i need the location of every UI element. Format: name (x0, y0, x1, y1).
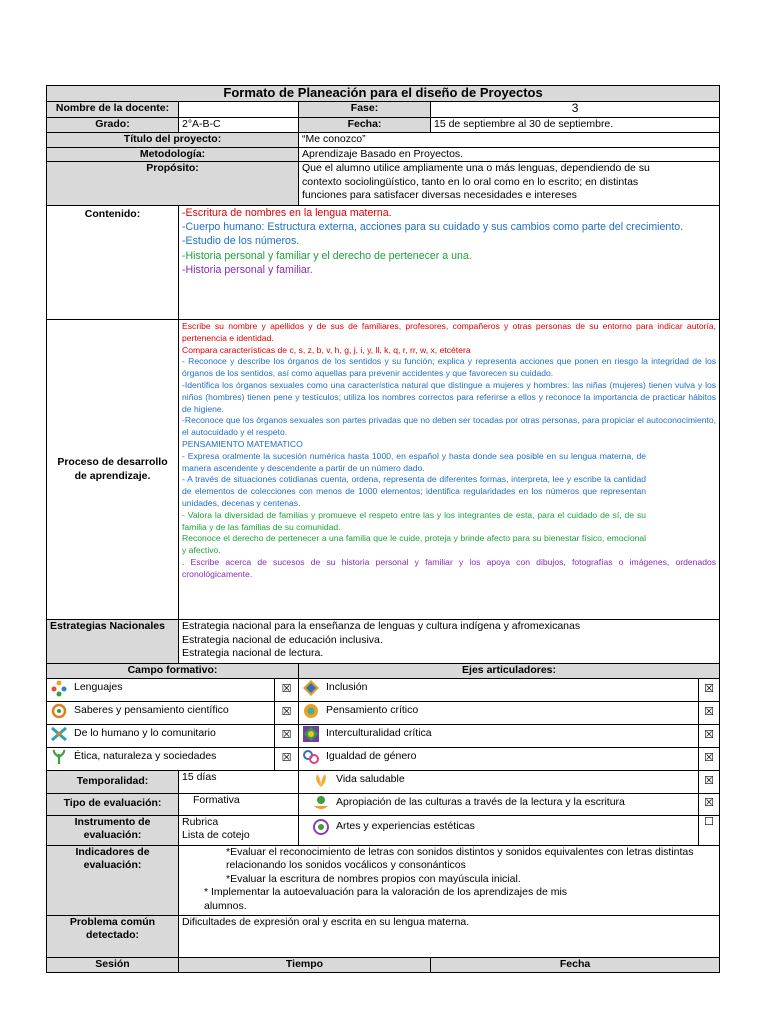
campo-saberes (47, 701, 275, 724)
estrategia-item: Estrategia nacional de educación inclusiva. (182, 633, 383, 646)
eje-igualdad (299, 747, 699, 770)
indicador-item: *Evaluar el reconocimiento de letras con sonidos distintos y sonidos equivalentes con letras distintas relacionando los sonidos vocálicos y consonánticos (226, 845, 694, 871)
campo-label: Ética, naturaleza y sociedades (74, 749, 217, 762)
campo-label: De lo humano y lo comunitario (74, 726, 216, 739)
apropiacion-icon (312, 794, 330, 812)
eje-apropiacion (299, 793, 699, 815)
estrategia-item: Estrategia nacional de lectura. (182, 647, 324, 659)
eje-label: Pensamiento crítico (326, 703, 419, 716)
sesion-header: Sesión (47, 957, 179, 972)
proceso-item: Reconoce el derecho de pertenecer a una familia que le cuide, proteja y brinde afecto para su bienestar físico, emocional y afectivo. (182, 533, 647, 556)
checkbox[interactable]: ☒ (699, 747, 720, 770)
proceso-item: -Reconoce que los órganos sexuales son partes privadas que no deben ser tocadas por otras personas, para propiciar el autoconocimiento, el autocuidado y el respeto. (182, 415, 717, 438)
fecha-label: Fecha: (299, 118, 431, 133)
contenido-item: -Cuerpo humano: Estructura externa, acciones para su cuidado y sus cambios como parte del crecimiento. (182, 221, 684, 234)
problema-value: Dificultades de expresión oral y escrita en su lengua materna. (179, 915, 720, 957)
checkbox[interactable]: ☒ (699, 793, 720, 815)
eje-inclusion (299, 678, 699, 701)
grado-value: 2°A-B-C (179, 118, 299, 133)
fase-label: Fase: (299, 102, 431, 118)
campo-label: Saberes y pensamiento científico (74, 703, 229, 716)
lenguajes-icon (50, 679, 68, 697)
eje-interculturalidad (299, 724, 699, 747)
campo-humano (47, 724, 275, 747)
estrategia-item: Estrategia nacional para la enseñanza de lenguas y cultura indígena y afromexicanas (182, 620, 581, 632)
document-title: Formato de Planeación para el diseño de Proyectos (47, 86, 720, 102)
campo-header: Campo formativo: (47, 664, 299, 679)
eje-label: Vida saludable (336, 772, 405, 785)
eje-artes (299, 815, 699, 845)
campo-lenguajes (47, 678, 275, 701)
proceso-item: - Expresa oralmente la sucesión numérica hasta 1000, en español y hasta donde sea posible en su lengua materna, de manera ascendente y descendente a partir de un número dado. (182, 450, 647, 473)
eje-pensamiento (299, 701, 699, 724)
docente-value (179, 102, 299, 118)
eje-label: Apropiación de las culturas a través de la lectura y la escritura (336, 795, 625, 808)
tipo-eval-label: Tipo de evaluación: (47, 793, 179, 815)
artes-icon (312, 818, 330, 836)
instrumento-values (179, 815, 299, 845)
contenido-item: -Escritura de nombres en la lengua materna. (182, 207, 392, 219)
checkbox[interactable]: ☒ (275, 724, 299, 747)
proceso-item: -Identifica los órganos sexuales como una característica natural que distingue a mujeres y hombres: las niñas (mujeres) tienen vulva y los niños (hombres) tienen pene y testículos; utiliza los nombres correctos para referirse a ellos y reconoce la importancia de practicar hábitos de higiene. (182, 379, 717, 414)
proceso-item: Escribe su nombre y apellidos y de sus de familiares, profesores, compañeros y otras personas de su entorno para indicar autoría, pertenencia e identidad. (182, 321, 717, 343)
fecha-value: 15 de septiembre al 30 de septiembre. (431, 118, 720, 133)
checkbox[interactable]: ☒ (699, 701, 720, 724)
proposito-label: Propósito: (47, 162, 299, 206)
contenido-item: -Historia personal y familiar. (182, 263, 313, 276)
etica-icon (50, 748, 68, 766)
checkbox[interactable]: ☒ (699, 678, 720, 701)
tipo-eval-value: Formativa (179, 793, 299, 815)
estrategias-label: Estrategias Nacionales (47, 620, 179, 664)
checkbox[interactable]: ☒ (275, 701, 299, 724)
checkbox[interactable]: ☐ (699, 815, 720, 845)
estrategias-list (179, 620, 720, 664)
igualdad-icon (302, 748, 320, 766)
campo-label: Lenguajes (74, 680, 123, 693)
saberes-icon (50, 702, 68, 720)
contenido-list (179, 206, 720, 320)
titulo-label: Título del proyecto: (47, 133, 299, 148)
proceso-item: Compara características de c, s, z, b, v, h, g, j, i, y, ll, k, q, r, rr, w, x, etcétera (182, 344, 471, 355)
eje-vida (299, 770, 699, 793)
temporalidad-value: 15 días (179, 770, 299, 793)
problema-label: Problema común detectado: (47, 915, 179, 957)
proposito-value: Que el alumno utilice ampliamente una o más lenguas, dependiendo de su contexto sociolingüístico, tanto en lo oral como en lo escrito; en distintas funciones para satisfacer diversas necesidades e intereses (299, 162, 720, 206)
checkbox[interactable]: ☒ (699, 770, 720, 793)
grado-label: Grado: (47, 118, 179, 133)
vida-icon (312, 771, 330, 789)
instrumento-label: Instrumento de evaluación: (47, 815, 179, 845)
contenido-item: -Estudio de los números. (182, 235, 300, 248)
pensamiento-icon (302, 702, 320, 720)
metodologia-label: Metodología: (47, 147, 299, 162)
proceso-item: - Valora la diversidad de familias y promueve el respeto entre las y los integrantes de esta, para el cuidado de sí, de su familia y de las familias de su comunidad. (182, 509, 647, 532)
checkbox[interactable]: ☒ (699, 724, 720, 747)
fase-value: 3 (431, 102, 720, 118)
titulo-value: “Me conozco” (299, 133, 720, 148)
indicador-item: *Evaluar la escritura de nombres propios con mayúscula inicial. (226, 872, 521, 885)
proceso-item: - A través de situaciones cotidianas cuenta, ordena, representa de diferentes formas, interpreta, lee y escribe la cantidad de elementos de colecciones con menos de 1000 elementos; identifica regularidades en los números que representan unidades, decenas y centenas. (182, 474, 647, 508)
ejes-header: Ejes articuladores: (299, 664, 720, 679)
humano-icon (50, 725, 68, 743)
eje-label: Igualdad de género (326, 749, 417, 762)
checkbox[interactable]: ☒ (275, 747, 299, 770)
proceso-list (179, 320, 720, 620)
indicadores-list (179, 845, 720, 915)
proceso-item: - Reconoce y describe los órganos de los sentidos y su función; explica y representa acciones que ponen en riesgo la integridad de los órganos de los sentidos, así como aquellas para prevenir accidentes y que favorecen su cuidado. (182, 356, 717, 379)
proceso-item: PENSAMIENTO MATEMATICO (182, 438, 303, 449)
planning-table (46, 85, 720, 973)
eje-label: Interculturalidad crítica (326, 726, 432, 739)
inclusion-icon (302, 679, 320, 697)
tiempo-header: Tiempo (179, 957, 431, 972)
instrumento-item: Rubrica (182, 815, 219, 828)
docente-label: Nombre de la docente: (47, 102, 179, 118)
eje-label: Artes y experiencias estéticas (336, 819, 475, 832)
proceso-item: . Escribe acerca de sucesos de su historia personal y familiar y los apoya con dibujos, fotografías o imágenes, ordenados cronológicamente. (182, 556, 717, 579)
contenido-label: Contenido: (47, 206, 179, 320)
interculturalidad-icon (302, 725, 320, 743)
instrumento-item: Lista de cotejo (182, 829, 250, 841)
fecha-header: Fecha (431, 957, 720, 972)
proceso-label: Proceso de desarrollo de aprendizaje. (47, 320, 179, 620)
indicadores-label: Indicadores de evaluación: (47, 845, 179, 915)
contenido-item: -Historia personal y familiar y el derecho de pertenecer a una. (182, 249, 472, 262)
temporalidad-label: Temporalidad: (47, 770, 179, 793)
checkbox[interactable]: ☒ (275, 678, 299, 701)
campo-etica (47, 747, 275, 770)
eje-label: Inclusión (326, 680, 368, 693)
metodologia-value: Aprendizaje Basado en Proyectos. (299, 147, 720, 162)
indicador-item: * Implementar la autoevaluación para la valoración de los aprendizajes de mis alumnos. (204, 886, 568, 912)
